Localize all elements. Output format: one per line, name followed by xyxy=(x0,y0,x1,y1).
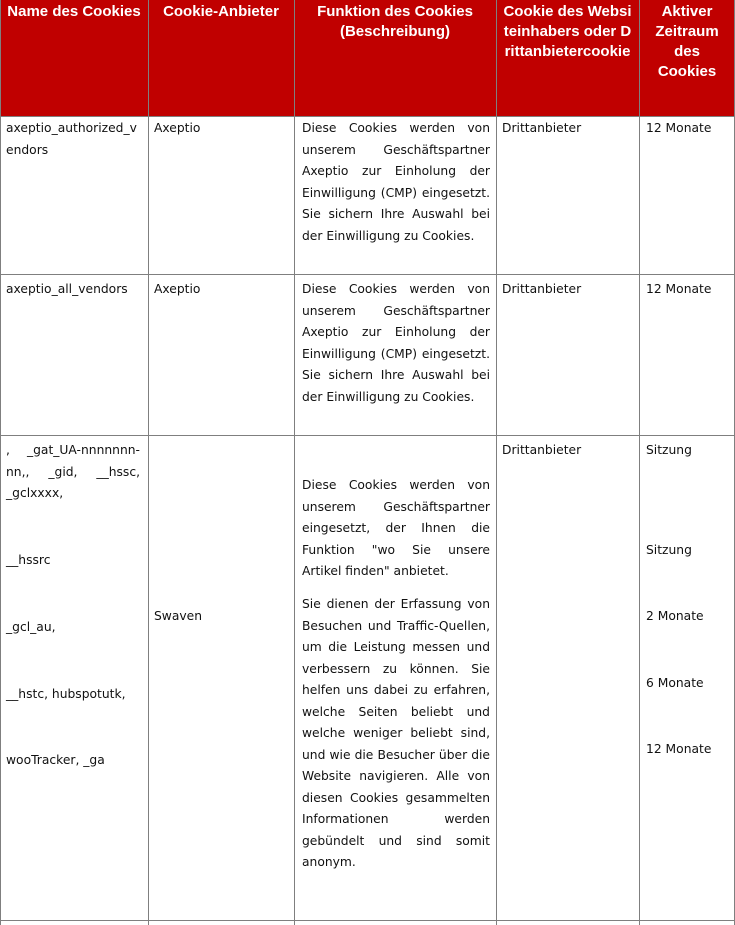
row3-name-group-3: _gcl_au, xyxy=(6,620,56,634)
row3-duration-4: 6 Monate xyxy=(646,676,704,690)
row3-name-group-4: __hstc, hubspotutk, xyxy=(6,687,126,701)
row1-type: Drittanbieter xyxy=(502,121,582,135)
header-provider: Cookie-Anbieter xyxy=(148,0,294,116)
header-function: Funktion des Cookies (Beschreibung) xyxy=(294,0,496,116)
grid-line xyxy=(639,0,640,925)
grid-line xyxy=(496,0,497,925)
row3-duration-2: Sitzung xyxy=(646,543,692,557)
header-type: Cookie des Websiteinhabers oder Drittanbietercookie xyxy=(496,0,639,116)
row3-name-group-1: , _gat_UA-nnnnnnn-nn,, _gid, __hssc, _gclxxxx, xyxy=(6,443,140,500)
row3-name-group-2: __hssrc xyxy=(6,553,51,567)
row3-function-paragraph-2: Sie dienen der Erfassung von Besuchen und Traffic-Quellen, um die Leistung messen und verbessern zu können. Sie helfen uns dabei zu erfahren, welche Seiten beliebt und welche weniger beliebt sind, und wie die Besucher über die Website navigieren. Alle von diesen Cookies gesammelten Informationen werden gebündelt und sind somit anonym. xyxy=(302,597,490,869)
row3-duration-1: Sitzung xyxy=(646,443,692,457)
grid-line xyxy=(0,435,735,436)
grid-line xyxy=(0,0,1,925)
row2-type: Drittanbieter xyxy=(502,282,582,296)
row3-duration-3: 2 Monate xyxy=(646,609,704,623)
row1-duration: 12 Monate xyxy=(646,121,712,135)
grid-line xyxy=(0,116,735,117)
row1-function: Diese Cookies werden von unserem Geschäftspartner Axeptio zur Einholung der Einwilligung (CMP) eingesetzt. Sie sichern Ihre Auswahl bei der Einwilligung zu Cookies. xyxy=(302,121,490,243)
row2-provider: Axeptio xyxy=(154,282,201,296)
row3-function-paragraph-1: Diese Cookies werden von unserem Geschäftspartner eingesetzt, der Ihnen die Funktion "wo Sie unsere Artikel finden" anbietet. xyxy=(302,478,490,578)
row3-name-group-5: wooTracker, _ga xyxy=(6,753,105,767)
row1-provider: Axeptio xyxy=(154,121,201,135)
row1-name: axeptio_authorized_vendors xyxy=(6,121,137,157)
row2-duration: 12 Monate xyxy=(646,282,712,296)
grid-line xyxy=(0,920,735,921)
row2-function: Diese Cookies werden von unserem Geschäftspartner Axeptio zur Einholung der Einwilligung (CMP) eingesetzt. Sie sichern Ihre Auswahl bei der Einwilligung zu Cookies. xyxy=(302,282,490,404)
header-name: Name des Cookies xyxy=(0,0,148,116)
grid-line xyxy=(0,274,735,275)
row3-provider: Swaven xyxy=(154,609,203,623)
header-duration: Aktiver Zeitraum des Cookies xyxy=(639,0,735,116)
grid-line xyxy=(294,0,295,925)
row2-name: axeptio_all_vendors xyxy=(6,282,128,296)
row3-duration-5: 12 Monate xyxy=(646,742,712,756)
grid-line xyxy=(148,0,149,925)
row3-type: Drittanbieter xyxy=(502,443,582,457)
